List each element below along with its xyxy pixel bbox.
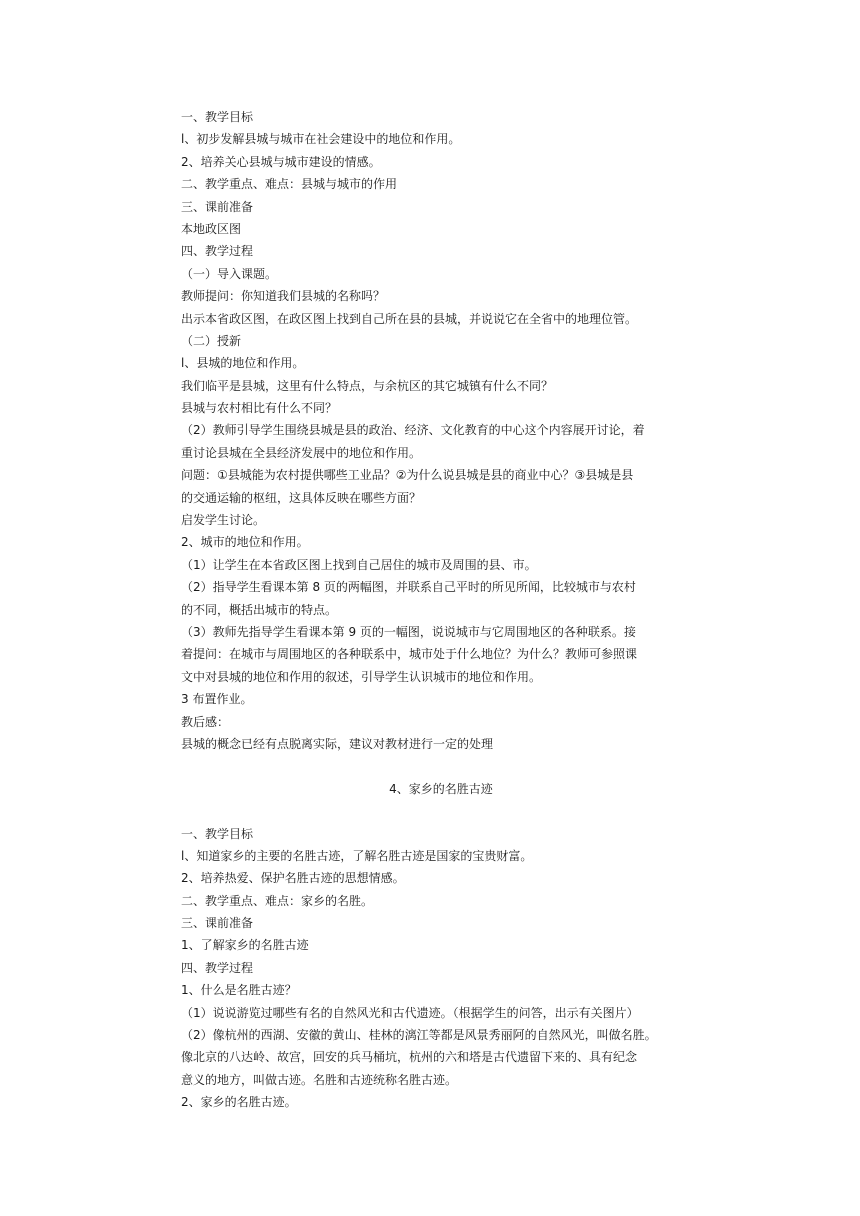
text-line: 像北京的八达岭、故宫，回安的兵马桶坑，杭州的六和塔是古代遗留下来的、具有纪念	[181, 1050, 638, 1065]
text-line: 二、教学重点、难点：家乡的名胜。	[181, 893, 374, 908]
text-line: 3 布置作业。	[181, 692, 253, 707]
text-line: 本地政区图	[181, 221, 242, 236]
text-line: 的不同，概括出城市的特点。	[181, 602, 338, 617]
text-line: 1、什么是名胜古迹？	[181, 983, 297, 998]
text-line: 三、课前准备	[181, 916, 254, 931]
text-line: （2）像杭州的西湖、安徽的黄山、桂林的漓江等都是风景秀丽阿的自然风光，叫做名胜。	[181, 1028, 657, 1043]
text-line: （2）教师引导学生围绕县城是县的政治、经济、文化教育的中心这个内容展开讨论，着	[181, 423, 645, 438]
text-line: 启发学生讨论。	[181, 513, 266, 528]
text-line: 我们临平是县城，这里有什么特点，与余杭区的其它城镇有什么不同？	[181, 378, 554, 393]
text-line: 1、了解家乡的名胜古迹	[181, 938, 309, 953]
text-line: 出示本省政区图，在政区图上找到自己所在县的县城，并说说它在全省中的地理位管。	[181, 311, 638, 326]
text-line: l、县城的地位和作用。	[181, 356, 305, 371]
text-line: 2、培养热爱、保护名胜古迹的思想情感。	[181, 871, 405, 886]
text-line: 问题：①县城能为农村提供哪些工业品？②为什么说县城是县的商业中心？③县城是县	[181, 468, 634, 483]
section-spacer	[181, 755, 701, 777]
text-line: l、初步发解县城与城市在社会建设中的地位和作用。	[181, 132, 461, 147]
text-line: 县城的概念已经有点脱离实际，建议对教材进行一定的处理	[181, 736, 494, 751]
text-line: 县城与农村相比有什么不同？	[181, 401, 338, 416]
lesson-section-scenic-sites	[181, 823, 701, 1114]
text-line: 的交通运输的枢纽，这具体反映在哪些方面？	[181, 490, 422, 505]
text-line: 着提问：在城市与周围地区的各种联系中，城市处于什么地位？为什么？教师可参照课	[181, 647, 638, 662]
text-line: 二、教学重点、难点：县城与城市的作用	[181, 177, 398, 192]
text-line: （1）让学生在本省政区图上找到自己居住的城市及周围的县、市。	[181, 557, 537, 572]
text-line: 2、培养关心县城与城市建设的情感。	[181, 154, 381, 169]
lesson-section-county-city	[181, 106, 701, 755]
text-line: 一、教学目标	[181, 110, 254, 124]
text-line: 教师提问：你知道我们县城的名称吗？	[181, 289, 386, 304]
text-line: （1）说说游览过哪些有名的自然风光和古代遗迹。（根据学生的问答，出示有关图片）	[181, 1005, 639, 1020]
text-line: 重讨论县城在全县经济发展中的地位和作用。	[181, 445, 422, 460]
text-line: 意义的地方，叫做古迹。名胜和古迹统称名胜古迹。	[181, 1072, 458, 1087]
text-line: （2）指导学生看课本第 8 页的两幅图，并联系自己平时的所见所闻，比较城市与农村	[181, 580, 636, 595]
text-line: 2、城市的地位和作用。	[181, 535, 309, 550]
text-line: 教后感：	[181, 714, 230, 729]
text-line: 文中对县城的地位和作用的叙述，引导学生认识城市的地位和作用。	[181, 669, 542, 684]
text-line: （一）导入课题。	[181, 266, 278, 281]
lesson-title: 4、家乡的名胜古迹	[389, 781, 493, 796]
section-spacer	[181, 800, 701, 822]
text-line: 四、教学过程	[181, 960, 254, 975]
document-body	[181, 106, 701, 1114]
text-line: （二）授新	[181, 333, 242, 348]
text-line: 2、家乡的名胜古迹。	[181, 1095, 297, 1110]
text-line: （3）教师先指导学生看课本第 9 页的一幅图，说说城市与它周围地区的各种联系。接	[181, 624, 636, 639]
text-line: 一、教学目标	[181, 826, 254, 841]
text-line: 三、课前准备	[181, 199, 254, 214]
text-line: 四、教学过程	[181, 244, 254, 259]
text-line: l、知道家乡的主要的名胜古迹，了解名胜古迹是国家的宝贵财富。	[181, 848, 533, 863]
